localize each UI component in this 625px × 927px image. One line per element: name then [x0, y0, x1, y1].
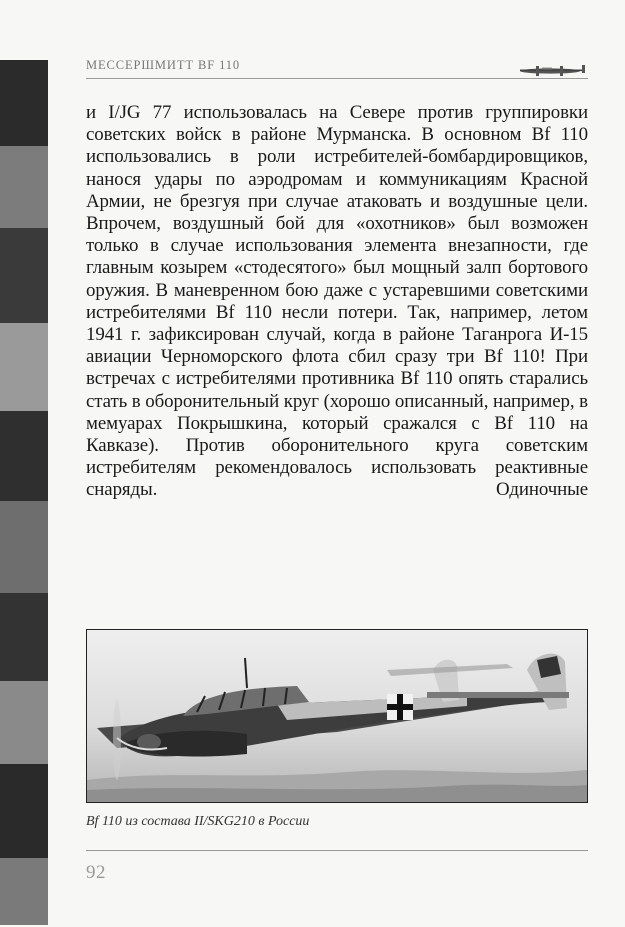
- thumb-index-strip: [0, 60, 48, 925]
- aircraft-silhouette-icon: [516, 62, 588, 78]
- aircraft-photo: [86, 629, 588, 803]
- header-rule: [86, 78, 588, 79]
- footer-rule: [86, 850, 588, 851]
- figure-caption: Bf 110 из состава II/SKG210 в России: [86, 814, 310, 829]
- body-text: и I/JG 77 использовалась на Севере против группировки советских войск в районе Мурманска. В основном Bf 110 использовались в роли истребителей-бомбардировщиков, нанося удары по аэродромам и коммуникациям Красной Армии, не брезгуя при случае атаковать и воздушные цели. Впрочем, воздушный бой для «охотников» был возможен только в случае использования элемента внезапности, где главным козырем «стодесятого» был мощный залп бортового оружия. В маневренном бою даже с устаревшими советскими истребителями Bf 110 несли потери. Так, например, летом 1941 г. зафиксирован случай, когда в районе Таганрога И-15 авиации Черноморского флота сбил сразу три Bf 110! При встречах с истребителями противника Bf 110 опять старались стать в оборонительный круг (хорошо описанный, например, в мемуарах Покрышкина, который сражался с Bf 110 на Кавказе). Против оборонительного круга советским истребителям рекомендовалось использовать реактивные снаряды. Одиночные: [86, 102, 588, 501]
- page-number: 92: [86, 862, 106, 883]
- running-head: МЕССЕРШМИТТ BF 110: [86, 58, 241, 72]
